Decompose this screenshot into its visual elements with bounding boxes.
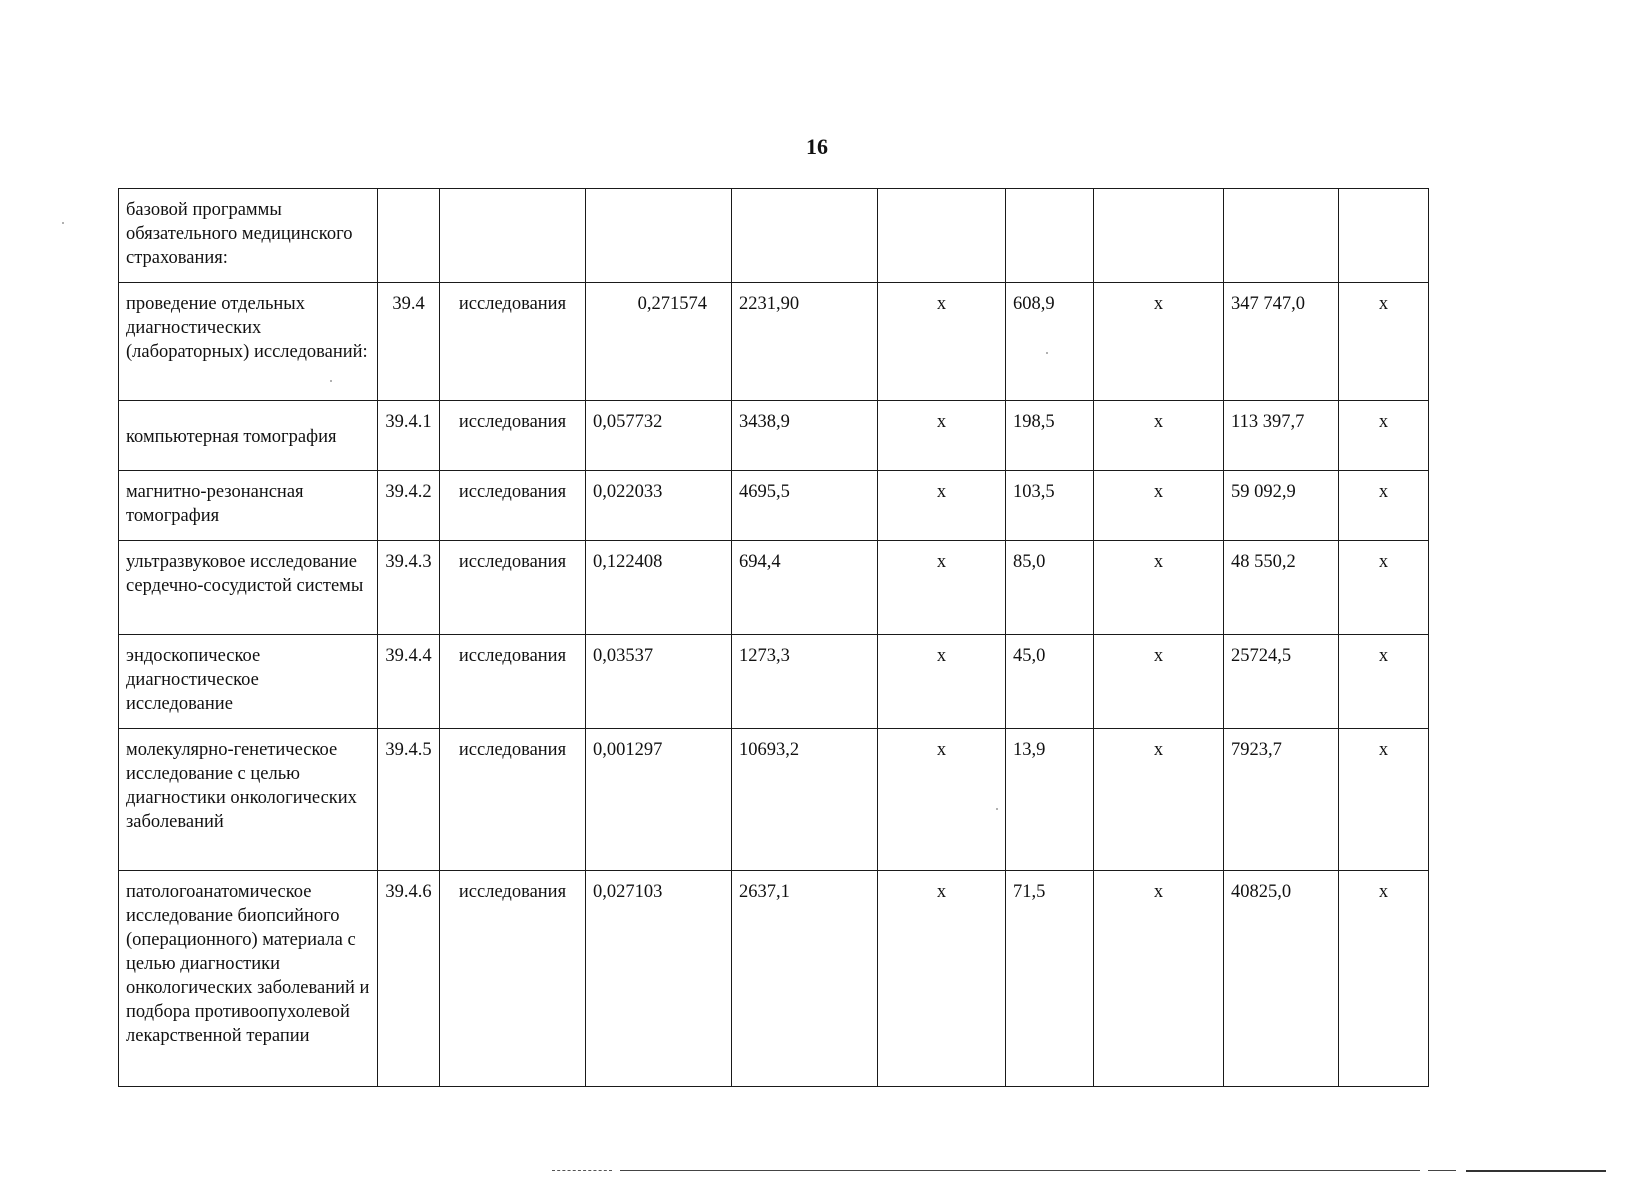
cell-x-mark: x [1094, 541, 1224, 635]
cell-per-capita: 608,9 [1006, 283, 1094, 401]
cell-x-mark: x [878, 541, 1006, 635]
table-row [119, 401, 1429, 471]
cell-total: 347 747,0 [1224, 283, 1339, 401]
cell-row-code: 39.4.6 [378, 871, 440, 1087]
footer-rule [620, 1170, 1420, 1171]
cell-volume: 0,027103 [586, 871, 732, 1087]
table-row [119, 729, 1429, 871]
cell-name: проведение отдельных диагностических (лабораторных) исследований: [119, 283, 378, 401]
cell-total: 48 550,2 [1224, 541, 1339, 635]
cell-x-mark: x [1339, 871, 1429, 1087]
table-row [119, 635, 1429, 729]
cell-row-code [378, 189, 440, 283]
cell-volume: 0,001297 [586, 729, 732, 871]
cell-x-mark: x [1339, 401, 1429, 471]
cell-x-mark [878, 189, 1006, 283]
services-table [118, 188, 1429, 1087]
cell-row-code: 39.4.1 [378, 401, 440, 471]
cell-x-mark: x [878, 871, 1006, 1087]
cell-x-mark: x [1094, 635, 1224, 729]
cell-per-capita: 71,5 [1006, 871, 1094, 1087]
cell-unit: исследования [440, 635, 586, 729]
cell-x-mark: x [878, 635, 1006, 729]
cell-x-mark: x [1339, 541, 1429, 635]
cell-x-mark: x [1094, 871, 1224, 1087]
page-number: 16 [806, 134, 828, 159]
cell-x-mark: x [878, 471, 1006, 541]
scan-speck [996, 808, 998, 810]
table-row [119, 283, 1429, 401]
cell-cost: 2637,1 [732, 871, 878, 1087]
cell-volume: 0,03537 [586, 635, 732, 729]
cell-x-mark: x [1094, 729, 1224, 871]
cell-cost: 2231,90 [732, 283, 878, 401]
scan-speck [1046, 352, 1048, 354]
cell-unit: исследования [440, 541, 586, 635]
footer-rule-end [1466, 1170, 1606, 1172]
cell-per-capita [1006, 189, 1094, 283]
cell-unit: исследования [440, 871, 586, 1087]
cell-x-mark [1339, 189, 1429, 283]
scan-speck [330, 380, 332, 382]
cell-cost: 694,4 [732, 541, 878, 635]
cell-name: молекулярно-генетическое исследование с целью диагностики онкологических заболеваний [119, 729, 378, 871]
cell-total: 7923,7 [1224, 729, 1339, 871]
cell-per-capita: 85,0 [1006, 541, 1094, 635]
cell-volume [586, 189, 732, 283]
cell-cost: 3438,9 [732, 401, 878, 471]
cell-unit: исследования [440, 401, 586, 471]
table-row [119, 471, 1429, 541]
table-row [119, 871, 1429, 1087]
cell-x-mark: x [1339, 635, 1429, 729]
cell-per-capita: 103,5 [1006, 471, 1094, 541]
cell-name: магнитно-резонансная томография [119, 471, 378, 541]
cell-x-mark: x [1094, 471, 1224, 541]
cell-unit [440, 189, 586, 283]
cell-name: эндоскопическое диагностическое исследование [119, 635, 378, 729]
cell-row-code: 39.4.5 [378, 729, 440, 871]
cell-total [1224, 189, 1339, 283]
cell-x-mark: x [878, 729, 1006, 871]
cell-x-mark: x [1339, 729, 1429, 871]
cell-per-capita: 198,5 [1006, 401, 1094, 471]
cell-row-code: 39.4.4 [378, 635, 440, 729]
cell-volume: 0,057732 [586, 401, 732, 471]
footer-rule-dashed [552, 1170, 612, 1171]
table-row [119, 189, 1429, 283]
cell-cost: 1273,3 [732, 635, 878, 729]
cell-x-mark: x [1339, 283, 1429, 401]
cell-unit: исследования [440, 283, 586, 401]
cell-per-capita: 45,0 [1006, 635, 1094, 729]
cell-volume: 0,022033 [586, 471, 732, 541]
footer-rule-short [1428, 1170, 1456, 1171]
cell-cost [732, 189, 878, 283]
cell-row-code: 39.4.3 [378, 541, 440, 635]
cell-row-code: 39.4 [378, 283, 440, 401]
cell-unit: исследования [440, 729, 586, 871]
cell-name: патологоанатомическое исследование биопсийного (операционного) материала с целью диагностики онкологических заболеваний и подбора противоопухолевой лекарственной терапии [119, 871, 378, 1087]
cell-volume: 0,271574 [586, 283, 732, 401]
cell-x-mark: x [1094, 283, 1224, 401]
cell-row-code: 39.4.2 [378, 471, 440, 541]
scan-speck [62, 222, 64, 224]
cell-x-mark: x [1339, 471, 1429, 541]
cell-name: компьютерная томография [119, 401, 378, 471]
cell-total: 59 092,9 [1224, 471, 1339, 541]
cell-per-capita: 13,9 [1006, 729, 1094, 871]
table-body [119, 189, 1429, 1087]
table-row [119, 541, 1429, 635]
cell-unit: исследования [440, 471, 586, 541]
cell-cost: 4695,5 [732, 471, 878, 541]
cell-name: базовой программы обязательного медицинского страхования: [119, 189, 378, 283]
cell-total: 113 397,7 [1224, 401, 1339, 471]
cell-total: 25724,5 [1224, 635, 1339, 729]
cell-x-mark: x [878, 283, 1006, 401]
cell-x-mark: x [878, 401, 1006, 471]
cell-name: ультразвуковое исследование сердечно-сосудистой системы [119, 541, 378, 635]
cell-x-mark: x [1094, 401, 1224, 471]
cell-cost: 10693,2 [732, 729, 878, 871]
cell-volume: 0,122408 [586, 541, 732, 635]
cell-x-mark [1094, 189, 1224, 283]
cell-total: 40825,0 [1224, 871, 1339, 1087]
